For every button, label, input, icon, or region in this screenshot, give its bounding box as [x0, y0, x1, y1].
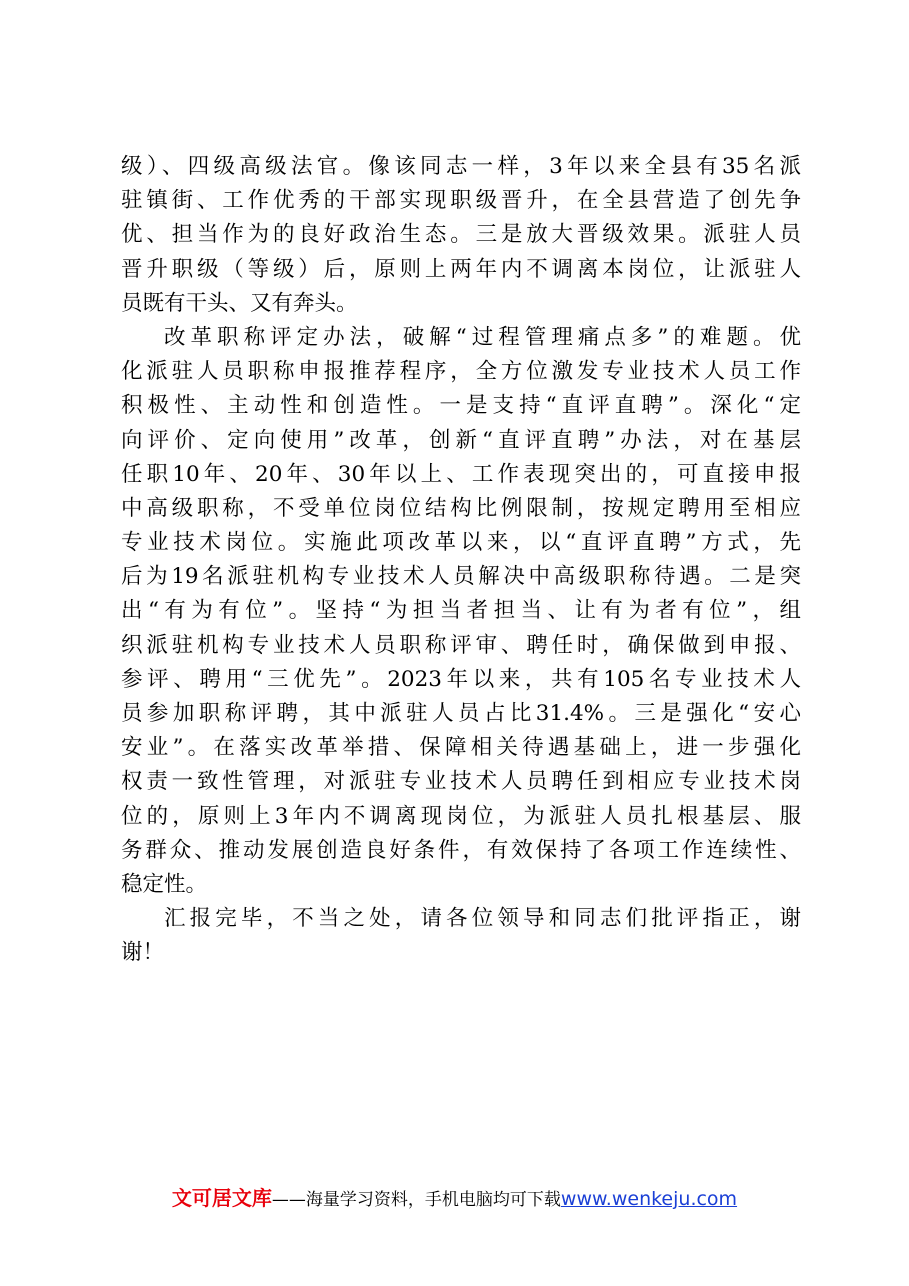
text-line: 织派驻机构专业技术人员职称评审、聘任时，确保做到申报、 — [121, 632, 801, 658]
text-line: 任职10年、20年、30年以上、工作表现突出的，可直接申报 — [121, 461, 801, 487]
text-line: 化派驻人员职称申报推荐程序，全方位激发专业技术人员工作 — [121, 359, 801, 385]
text-line: 中高级职称，不受单位岗位结构比例限制，按规定聘用至相应 — [121, 495, 801, 521]
text-line: 权责一致性管理，对派驻专业技术人员聘任到相应专业技术岗 — [121, 769, 801, 795]
text-line: 谢！ — [121, 940, 165, 966]
text-line: 稳定性。 — [121, 871, 208, 897]
text-line: 级）、四级高级法官。像该同志一样，3年以来全县有35名派 — [121, 154, 801, 179]
text-line: 积极性、主动性和创造性。一是支持“直评直聘”。深化“定 — [121, 393, 801, 419]
text-line: 务群众、推动发展创造良好条件，有效保持了各项工作连续性、 — [121, 837, 801, 863]
footer-url-link[interactable]: www.wenkeju.com — [560, 1188, 738, 1210]
text-line: 向评价、定向使用”改革，创新“直评直聘”办法，对在基层 — [121, 427, 801, 453]
footer-banner — [0, 1182, 909, 1211]
text-line: 出“有为有位”。坚持“为担当者担当、让有为者有位”，组 — [121, 598, 801, 624]
text-line: 专业技术岗位。实施此项改革以来，以“直评直聘”方式，先 — [121, 530, 801, 556]
paragraph — [121, 150, 801, 321]
text-line: 员参加职称评聘，其中派驻人员占比31.4%。三是强化“安心 — [121, 701, 801, 726]
text-line: 参评、聘用“三优先”。2023年以来，共有105名专业技术人 — [121, 666, 801, 692]
text-line: 优、担当作为的良好政治生态。三是放大晋级效果。派驻人员 — [121, 222, 801, 248]
document-body — [121, 150, 801, 971]
footer-brand: 文可居文库 — [171, 1186, 272, 1210]
text-line: 晋升职级（等级）后，原则上两年内不调离本岗位，让派驻人 — [121, 256, 801, 282]
text-line: 改革职称评定办法，破解“过程管理痛点多”的难题。优 — [164, 324, 801, 350]
text-line: 驻镇街、工作优秀的干部实现职级晋升，在全县营造了创先争 — [121, 188, 801, 214]
paragraph — [121, 321, 801, 902]
text-line: 后为19名派驻机构专业技术人员解决中高级职称待遇。二是突 — [121, 564, 801, 590]
text-line: 位的，原则上3年内不调离现岗位，为派驻人员扎根基层、服 — [121, 803, 801, 829]
text-line: 汇报完毕，不当之处，请各位领导和同志们批评指正，谢 — [164, 906, 801, 932]
paragraph — [121, 902, 801, 970]
footer-slogan: ——海量学习资料，手机电脑均可下载 — [271, 1190, 561, 1210]
text-line: 员既有干头、又有奔头。 — [121, 290, 358, 316]
text-line: 安业”。在落实改革举措、保障相关待遇基础上，进一步强化 — [121, 735, 801, 761]
